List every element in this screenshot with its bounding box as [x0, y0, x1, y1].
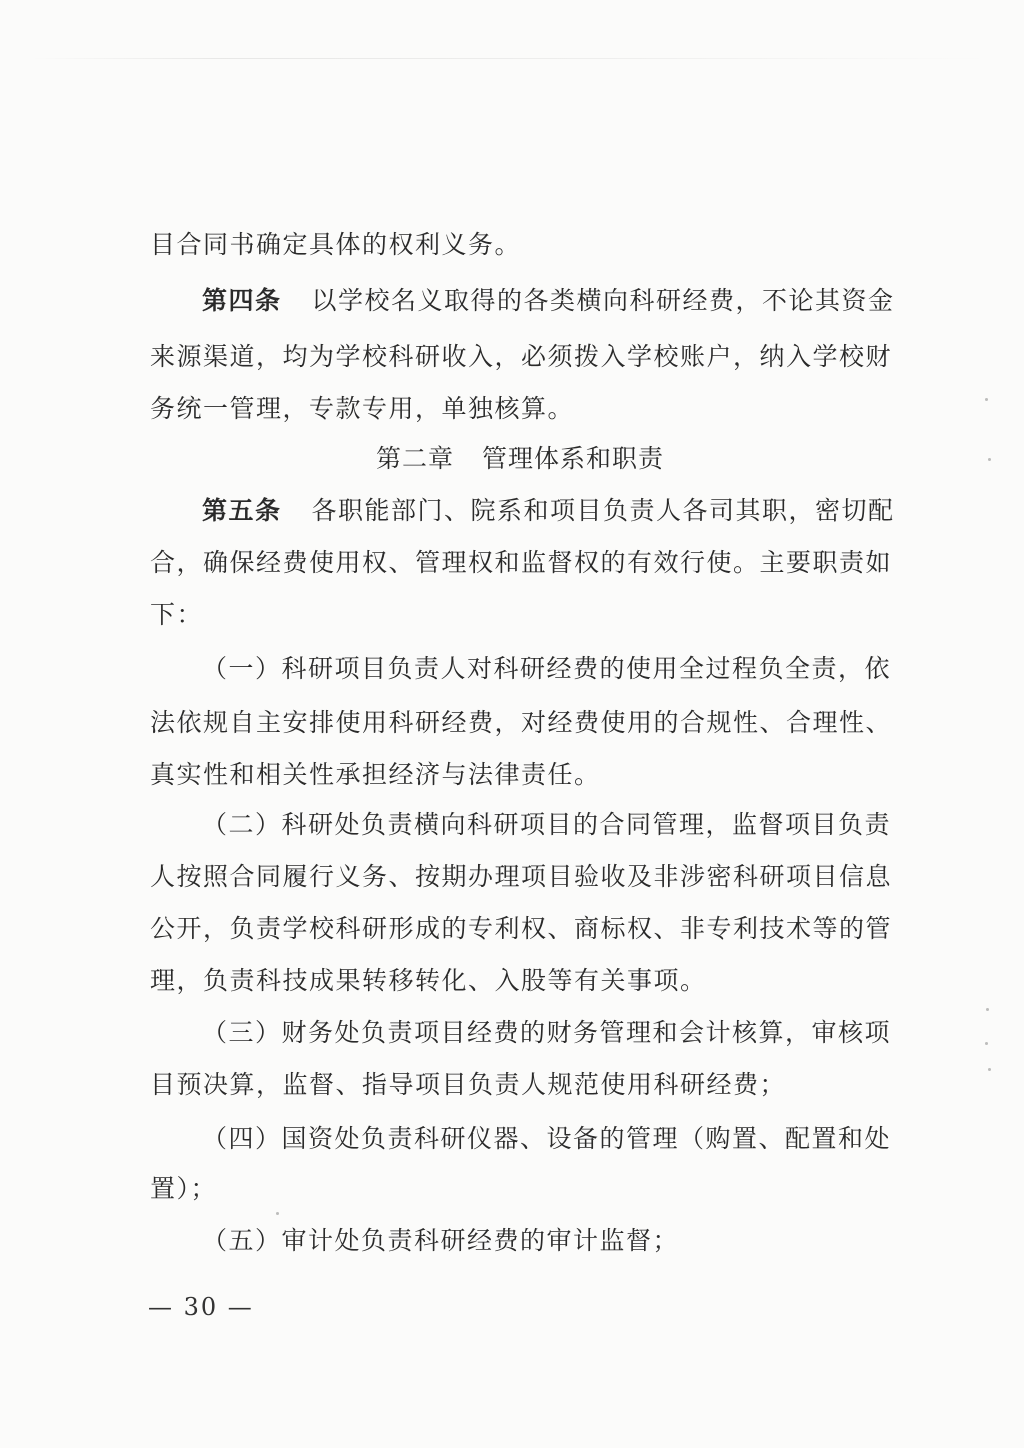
chapter-heading: [150, 442, 890, 476]
item-1-line-1: （一）科研项目负责人对科研经费的使用全过程负全责，依: [202, 654, 892, 683]
paragraph-line: 真实性和相关性承担经济与法律责任。: [150, 760, 601, 789]
scan-speck: [988, 458, 991, 461]
item-2-line-1: （二）科研处负责横向科研项目的合同管理，监督项目负责: [202, 810, 892, 839]
paragraph-line: 公开，负责学校科研形成的专利权、商标权、非专利技术等的管: [150, 914, 893, 943]
article-5-label: 第五条: [202, 496, 282, 525]
scan-speck: [985, 398, 988, 401]
paragraph-line: 置）；: [150, 1174, 218, 1203]
article-5-text: 各职能部门、院系和项目负责人各司其职，密切配: [311, 496, 895, 525]
scan-edge-line: [30, 58, 994, 59]
article-5-line-1: [202, 494, 895, 528]
paragraph-line: 目合同书确定具体的权利义务。: [150, 230, 522, 259]
paragraph-line: 下：: [150, 600, 204, 629]
chapter-title: 管理体系和职责: [482, 444, 665, 473]
chapter-number: 第二章: [375, 444, 454, 473]
scan-speck: [986, 1008, 989, 1011]
paragraph-line: 来源渠道，均为学校科研收入，必须拨入学校账户，纳入学校财: [150, 342, 893, 371]
page-number: — 30 —: [148, 1293, 254, 1321]
paragraph-line: 法依规自主安排使用科研经费，对经费使用的合规性、合理性、: [150, 708, 893, 737]
article-4-text: 以学校名义取得的各类横向科研经费，不论其资金: [311, 286, 895, 315]
item-3-line-1: （三）财务处负责项目经费的财务管理和会计核算，审核项: [202, 1018, 892, 1047]
scan-speck: [276, 1212, 279, 1215]
paragraph-line: 人按照合同履行义务、按期办理项目验收及非涉密科研项目信息: [150, 862, 893, 891]
paragraph-line: 目预决算，监督、指导项目负责人规范使用科研经费；: [150, 1070, 787, 1099]
scan-speck: [988, 1068, 991, 1071]
item-4-line-1: （四）国资处负责科研仪器、设备的管理（购置、配置和处: [202, 1124, 892, 1153]
paragraph-line: 理，负责科技成果转移转化、入股等有关事项。: [150, 966, 707, 995]
paragraph-line: 务统一管理，专款专用，单独核算。: [150, 394, 575, 423]
article-4-line-1: [202, 284, 895, 318]
paragraph-line: 合，确保经费使用权、管理权和监督权的有效行使。主要职责如: [150, 548, 893, 577]
scan-speck: [985, 1042, 988, 1045]
item-5-line-1: （五）审计处负责科研经费的审计监督；: [202, 1226, 680, 1255]
article-4-label: 第四条: [202, 286, 282, 315]
